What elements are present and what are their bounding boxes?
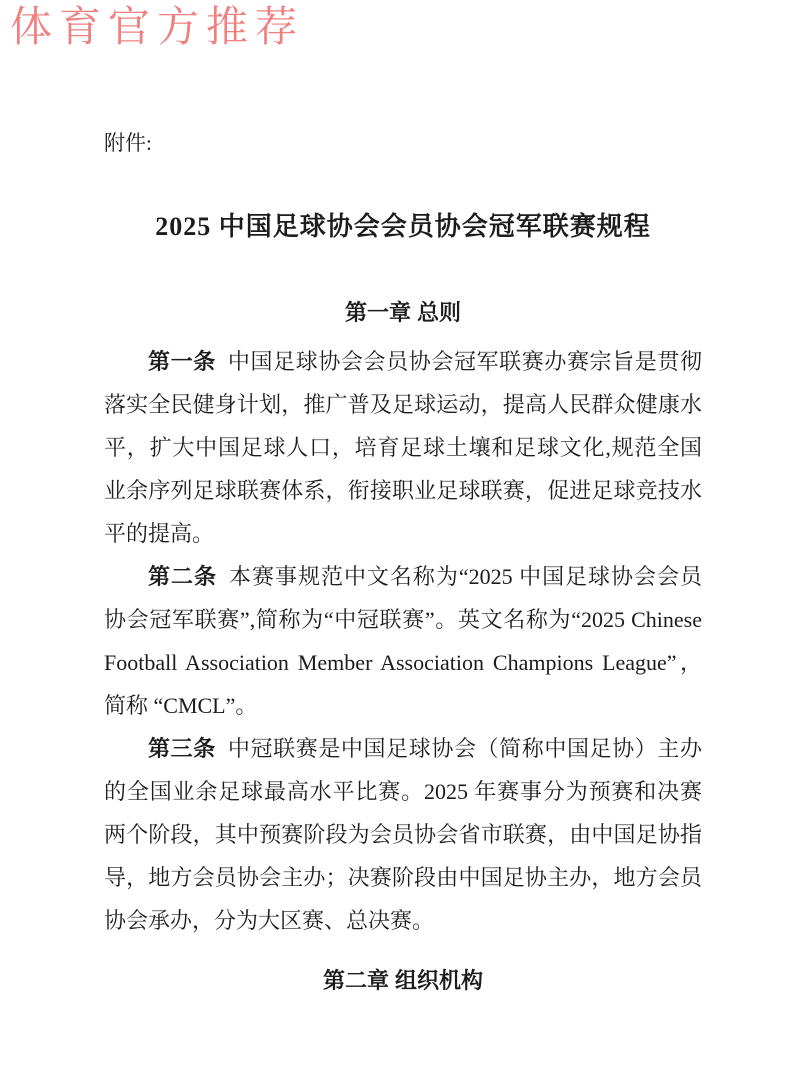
article-3-text: 中冠联赛是中国足球协会（简称中国足协）主办的全国业余足球最高水平比赛。2025 年赛事分为预赛和决赛两个阶段，其中预赛阶段为会员协会省市联赛，由中国足协指导，地方会员协会主办；决赛阶段由中国足协主办，地方会员协会承办，分为大区赛、总决赛。 <box>104 736 702 933</box>
article-3-label: 第三条 <box>148 736 216 761</box>
document-page <box>104 0 702 996</box>
article-3 <box>104 727 702 942</box>
article-2 <box>104 555 702 727</box>
document-title: 2025 中国足球协会会员协会冠军联赛规程 <box>155 212 651 241</box>
article-1 <box>104 340 702 555</box>
article-1-text: 中国足球协会会员协会冠军联赛办赛宗旨是贯彻落实全民健身计划，推广普及足球运动，提高人民群众健康水平，扩大中国足球人口，培育足球土壤和足球文化,规范全国业余序列足球联赛体系，衔接职业足球联赛，促进足球竞技水平的提高。 <box>104 349 702 546</box>
attachment-label: 附件: <box>104 131 152 155</box>
article-1-label: 第一条 <box>148 349 216 374</box>
watermark-text: 体育官方推荐 <box>10 5 305 51</box>
article-2-text: 本赛事规范中文名称为“2025 中国足球协会会员协会冠军联赛”,简称为“中冠联赛”。英文名称为“2025 Chinese Football Association Member Association Champions League”，简称 “CMCL”。 <box>104 564 702 718</box>
chapter-1-body <box>104 340 702 942</box>
chapter-2-heading: 第二章 组织机构 <box>322 968 484 993</box>
chapter-1-heading: 第一章 总则 <box>344 300 462 325</box>
article-2-label: 第二条 <box>148 564 217 589</box>
